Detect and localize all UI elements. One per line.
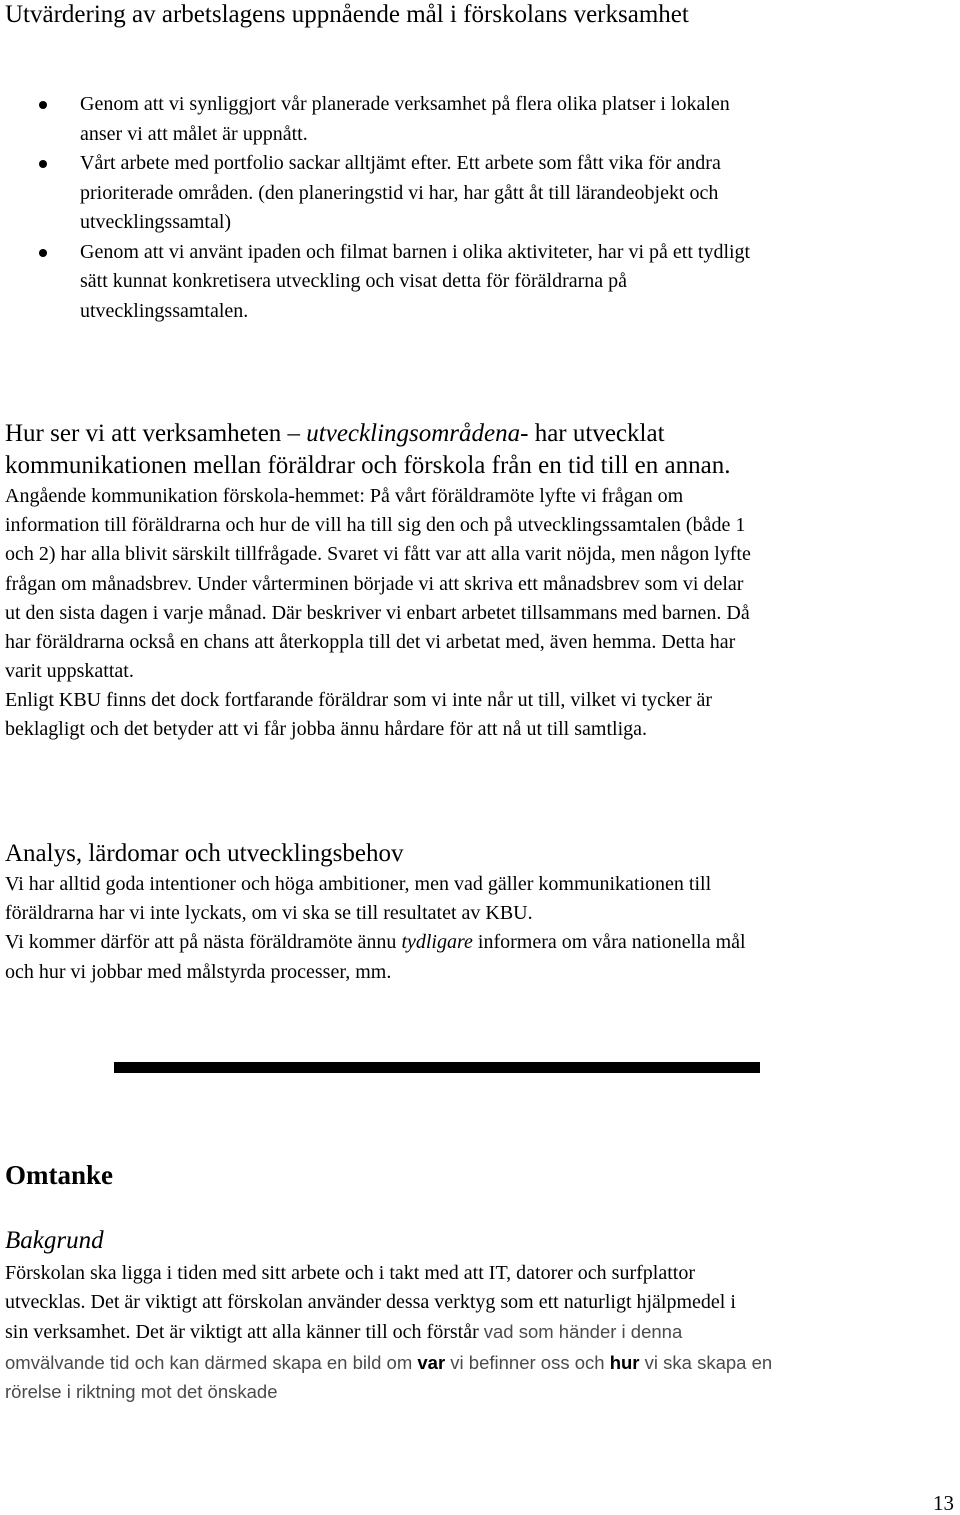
bakgrund-paragraph: Förskolan ska ligga i tiden med sitt arbete och i takt med att IT, datorer och surfplattor utvecklas. Det är viktigt att förskolan använder dessa verktyg som ett naturligt hjälpmedel i sin verksamhet. Det är viktigt att alla känner till och förstår vad som händer i denna omvälvande tid och kan därmed skapa en bild om var vi befinner oss och hur vi ska skapa en rörelse i riktning mot det önskade	[5, 1259, 960, 1406]
bakgrund-subheading: Bakgrund	[5, 1227, 104, 1254]
communication-heading-line1: Hur ser vi att verksamheten – utvecklingsområdena- har utvecklat	[5, 420, 665, 447]
communication-heading-line2: kommunikationen mellan föräldrar och förskola från en tid till en annan.	[5, 452, 731, 479]
analysis-paragraph: Vi har alltid goda intentioner och höga ambitioner, men vad gäller kommunikationen till föräldrarna har vi inte lyckats, om vi ska se till resultatet av KBU. Vi kommer därför att på nästa föräldramöte ännu tydligare informera om våra nationella mål och hur vi jobbar med målstyrda processer, mm.	[5, 870, 960, 987]
bullet-line: prioriterade områden. (den planeringstid vi har, har gått åt till lärandeobjekt och	[80, 181, 719, 204]
bullet-line: Vårt arbete med portfolio sackar alltjämt efter. Ett arbete som fått vika för andra	[80, 152, 721, 174]
evaluation-bullet-list	[0, 90, 960, 326]
bakgrund-mixed-line: sin verksamhet. Det är viktigt att alla känner till och förstår vad som händer i denna	[5, 1321, 683, 1344]
section-title: Utvärdering av arbetslagens uppnående mål i förskolans verksamhet	[5, 1, 689, 28]
analysis-heading: Analys, lärdomar och utvecklingsbehov	[5, 840, 404, 867]
bullet-item	[0, 149, 910, 238]
bakgrund-sans-line: omvälvande tid och kan därmed skapa en bild om var vi befinner oss och hur vi ska skapa en	[5, 1351, 773, 1373]
kbu-paragraph: Enligt KBU finns det dock fortfarande föräldrar som vi inte når ut till, vilket vi tycker är beklagligt och det betyder att vi får jobba ännu hårdare för att nå ut till samtliga.	[5, 689, 713, 741]
bullet-line: Genom att vi synliggjort vår planerade verksamhet på flera olika platser i lokalen	[80, 93, 730, 115]
communication-paragraph: Angående kommunikation förskola-hemmet: På vårt föräldramöte lyfte vi frågan om information till föräldrarna och hur de vill ha till sig den och på utvecklingssamtalen (både 1 och 2) har alla blivit särskilt tillfrågade. Svaret vi fått var att alla varit nöjda, men någon lyfte frågan om månadsbrev. Under vårterminen började vi att skriva ett månadsbrev som vi delar ut den sista dagen i varje månad. Där beskriver vi enbart arbetet tillsammans med barnen. Då har föräldrarna också en chans att återkoppla till det vi arbetat med, även hemma. Detta har varit uppskattat.	[5, 485, 751, 683]
bullet-line: utvecklingssamtal)	[80, 211, 232, 233]
bullet-line: sätt kunnat konkretisera utveckling och visat detta för föräldrarna på	[80, 270, 628, 292]
section-divider	[114, 1062, 760, 1073]
bullet-line: Genom att vi använt ipaden och filmat barnen i olika aktiviteter, har vi på ett tydligt	[80, 240, 751, 263]
heading-italic-term: utvecklingsområdena	[306, 420, 521, 447]
bullet-dot-icon	[39, 101, 47, 109]
bullet-item	[0, 238, 910, 327]
bold-emphasis: hur	[609, 1351, 640, 1373]
bold-emphasis: var	[417, 1351, 446, 1373]
bullet-item	[0, 90, 910, 149]
analysis-paragraph-line: Vi kommer därför att på nästa föräldramöte ännu tydligare informera om våra nationella mål	[5, 931, 746, 954]
omtanke-heading: Omtanke	[5, 1160, 113, 1190]
bullet-dot-icon	[39, 160, 47, 168]
bullet-line: utvecklingssamtalen.	[80, 299, 249, 322]
bullet-line: anser vi att målet är uppnått.	[80, 122, 308, 145]
italic-emphasis: tydligare	[401, 931, 473, 954]
bullet-dot-icon	[39, 249, 47, 257]
page-number: 13	[933, 1491, 954, 1515]
communication-heading	[5, 418, 955, 482]
